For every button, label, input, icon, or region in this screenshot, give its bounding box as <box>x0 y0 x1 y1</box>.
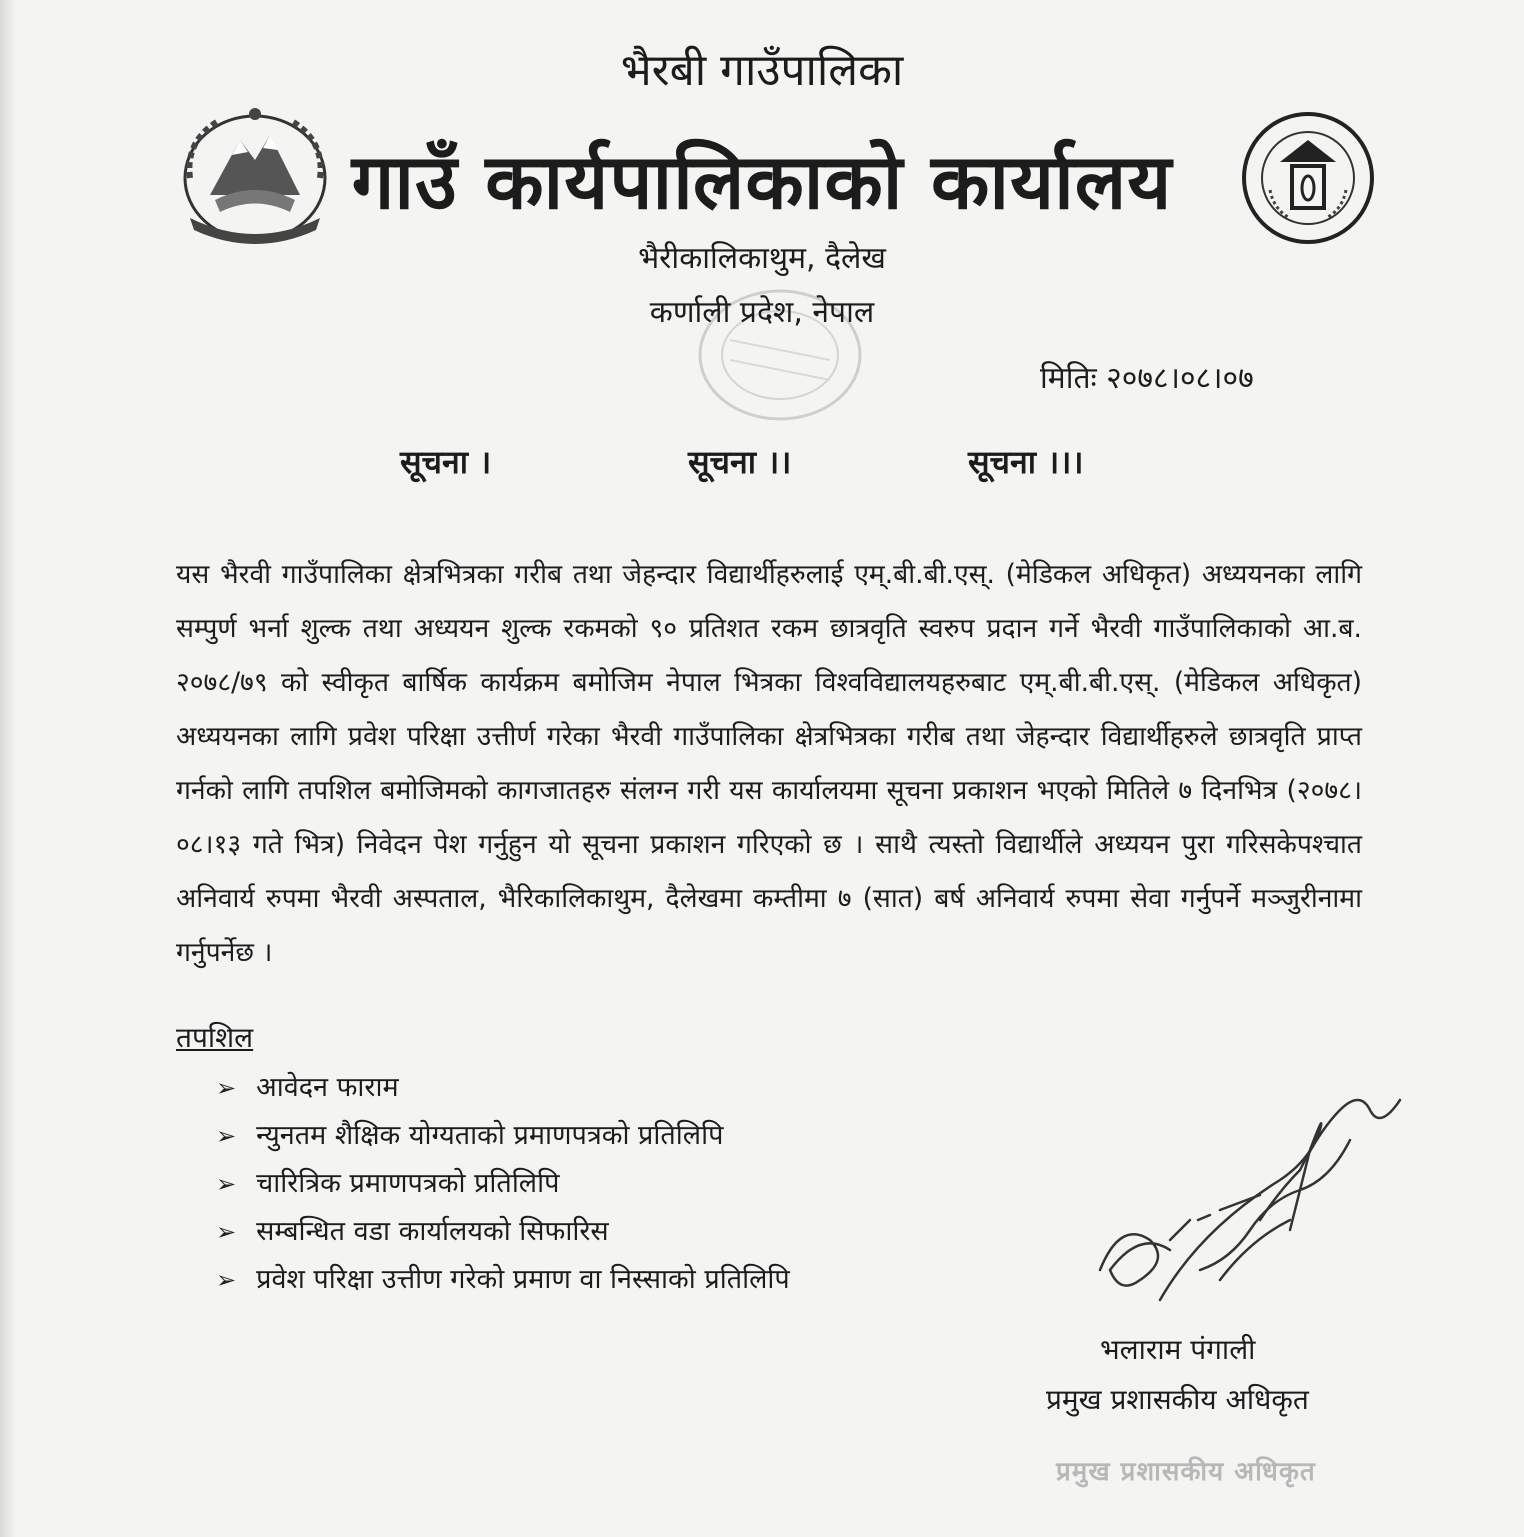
faded-stamp-title: प्रमुख प्रशासकीय अधिकृत <box>1056 1457 1316 1487</box>
notice-heading-1: सूचना । <box>400 443 492 481</box>
list-item-label: आवेदन फाराम <box>256 1072 399 1103</box>
list-item <box>216 1064 790 1112</box>
municipality-name: भैरबी गाउँपालिका <box>620 45 904 96</box>
list-item <box>216 1208 790 1256</box>
arrow-bullet-icon: ➢ <box>216 1266 237 1294</box>
notice-body: यस भैरवी गाउँपालिका क्षेत्रभित्रका गरीब तथा जेहन्दार विद्यार्थीहरुलाई एम्.बी.बी.एस्. (मेडिकल अधिकृत) अध्ययनका लागि सम्पुर्ण भर्ना शुल्क तथा अध्ययन शुल्क रकमको ९० प्रतिशत रकम छात्रवृति स्वरुप प्रदान गर्ने भैरवी गाउँपालिकाको आ.ब. २०७८/७९ को स्वीकृत बार्षिक कार्यक्रम बमोजिम नेपाल भित्रका विश्वविद्यालयहरुबाट एम्.बी.बी.एस्. (मेडिकल अधिकृत) अध्ययनका लागि प्रवेश परिक्षा उत्तीर्ण गरेका भैरवी गाउँपालिका क्षेत्रभित्रका गरीब तथा जेहन्दार विद्यार्थीहरुले छात्रवृति प्राप्त गर्नको लागि तपशिल बमोजिमको कागजातहरु संलग्न गरी यस कार्यालयमा सूचना प्रकाशन भएको मितिले ७ दिनभित्र (२०७८।०८।१३ गते भित्र) निवेदन पेश गर्नुहुन यो सूचना प्रकाशन गरिएको छ । साथै त्यस्तो विद्यार्थीले अध्ययन पुरा गरिसकेपश्चात अनिवार्य रुपमा भैरवी अस्पताल, भैरिकालिकाथुम, दैलेखमा कम्तीमा ७ (सात) बर्ष अनिवार्य रुपमा सेवा गर्नुपर्ने मञ्जुरीनामा गर्नुपर्नेछ । <box>176 559 1362 968</box>
list-item-label: प्रवेश परिक्षा उत्तीण गरेको प्रमाण वा निस्साको प्रतिलिपि <box>256 1264 790 1295</box>
notice-date: मितिः २०७८।०८।०७ <box>1040 361 1254 396</box>
list-item <box>216 1112 790 1160</box>
list-item-label: चारित्रिक प्रमाणपत्रको प्रतिलिपि <box>256 1168 560 1199</box>
arrow-bullet-icon: ➢ <box>216 1074 237 1102</box>
office-title: गाउँ कार्यपालिकाको कार्यालय <box>351 137 1173 226</box>
arrow-bullet-icon: ➢ <box>216 1218 237 1246</box>
signatory-title: प्रमुख प्रशासकीय अधिकृत <box>1046 1383 1309 1416</box>
list-item-label: सम्बन्धित वडा कार्यालयको सिफारिस <box>256 1216 609 1247</box>
list-item <box>216 1256 790 1304</box>
arrow-bullet-icon: ➢ <box>216 1170 237 1198</box>
address-line-1: भैरीकालिकाथुम, दैलेख <box>638 241 886 276</box>
list-item-label: न्युनतम शैक्षिक योग्यताको प्रमाणपत्रको प्रतिलिपि <box>256 1120 724 1151</box>
schedule-title: तपशिल <box>176 1021 254 1054</box>
list-item <box>216 1160 790 1208</box>
notice-heading-3: सूचना ।।। <box>968 443 1084 481</box>
arrow-bullet-icon: ➢ <box>216 1122 237 1150</box>
schedule-list <box>216 1064 790 1304</box>
notice-heading-2: सूचना ।। <box>688 443 792 481</box>
handwritten-signature <box>1080 1070 1420 1330</box>
address-line-2: कर्णाली प्रदेश, नेपाल <box>649 295 875 330</box>
signatory-name: भलाराम पंगाली <box>1100 1333 1256 1366</box>
